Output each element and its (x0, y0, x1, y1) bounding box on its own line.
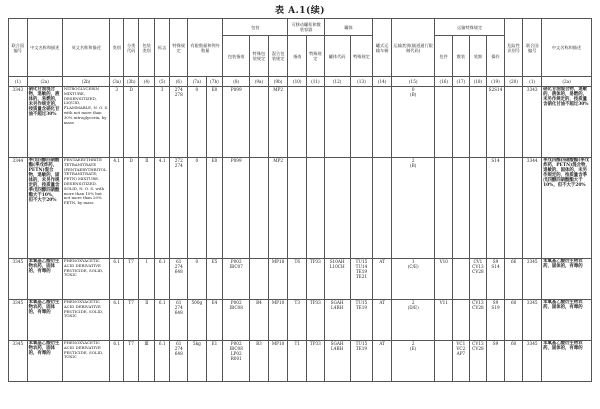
class-code-cell: T7 (123, 341, 139, 382)
un-number-2-cell: 3343 (523, 87, 542, 158)
class-code-cell: D (123, 158, 139, 259)
column-number: (19) (487, 77, 505, 87)
packages-provision-cell: V11 (435, 300, 453, 341)
table-title: 表 A.1(续) (274, 6, 326, 16)
header-tank-code: 罐体代码 (324, 36, 350, 77)
excepted-quantity-cell: E1 (206, 341, 223, 382)
label-cell: 4.1 (154, 158, 170, 259)
column-number: (5) (154, 77, 170, 87)
special-provisions-cell: 61 274 648 (170, 341, 188, 382)
tank-code-cell: S10AH L10CH (324, 259, 350, 300)
tank-special-cell: TP33 (307, 300, 325, 341)
tank-special-2-cell (350, 158, 373, 259)
column-number: (8) (223, 77, 250, 87)
limited-quantity-cell: 500g (188, 300, 207, 341)
bulk-provision-cell (453, 158, 470, 259)
hazard-id-cell: 60 (504, 341, 523, 382)
en-name-cell: PHENOXYACETIC ACID DERIVATIVE PESTICIDE, SOLID, TOXIC (62, 259, 110, 300)
un-number-cell: 3345 (9, 259, 28, 300)
cn-name-cell: 苯氧基乙酸衍生物农药，固体的，有毒的 (27, 300, 62, 341)
class-code-cell: T7 (123, 300, 139, 341)
tank-instruction-cell (288, 158, 307, 259)
column-number: (4) (139, 77, 155, 87)
special-packing-cell (250, 158, 269, 259)
column-number: (6) (170, 77, 188, 87)
hazard-id-cell (504, 87, 523, 158)
column-number: (20) (504, 77, 523, 87)
packing-instruction-cell: P002 IBC08 (223, 300, 250, 341)
header-special-provisions: 特殊规定 (170, 19, 188, 77)
packing-instruction-cell: P002 IBC07 (223, 259, 250, 300)
column-number: (14) (373, 77, 392, 87)
loading-provision-cell (469, 87, 487, 158)
transport-category-cell: 0 (B) (391, 87, 434, 158)
tank-special-cell (307, 158, 325, 259)
column-number: (2a) (542, 77, 592, 87)
packing-group-cell: Ⅱ (139, 300, 155, 341)
tank-code-cell (324, 87, 350, 158)
transport-category-cell: 2 (B) (391, 158, 434, 259)
tank-code-cell (324, 158, 350, 259)
bulk-provision-cell (453, 300, 470, 341)
tank-special-2-cell: TU15 TE19 (350, 300, 373, 341)
un-number-2-cell: 3345 (523, 341, 542, 382)
vehicle-cell: AT (373, 259, 392, 300)
special-packing-cell (250, 259, 269, 300)
header-packing-instruction: 包装指南 (223, 36, 250, 77)
column-number: (3b) (123, 77, 139, 87)
limited-quantity-cell: 0 (188, 259, 207, 300)
un-number-cell: 3343 (9, 87, 28, 158)
header-cn-name: 中文名称和描述 (27, 19, 62, 77)
cn-name-2-cell: 苯氧基乙酸衍生物农药，固体的，有毒的 (542, 300, 592, 341)
header-bulk: 散装 (453, 36, 470, 77)
cn-name-2-cell: 苯氧基乙酸衍生物农药，固体的，有毒的 (542, 259, 592, 300)
un-number-cell: 3345 (9, 341, 28, 382)
column-number: (2b) (62, 77, 110, 87)
cn-name-2-cell: 苯氧基乙酸衍生物农药，固体的，有毒的 (542, 341, 592, 382)
column-number: (16) (435, 77, 453, 87)
header-special-provisions-transport: 运输特殊规定 (435, 19, 504, 36)
packing-group-cell: Ⅱ (139, 158, 155, 259)
class-cell: 4.1 (110, 158, 123, 259)
packing-instruction-cell: P099 (223, 158, 250, 259)
packing-group-cell: Ⅰ (139, 259, 155, 300)
dangerous-goods-table (8, 18, 592, 382)
special-packing-cell (250, 87, 269, 158)
class-code-cell: T7 (123, 259, 139, 300)
tank-code-cell: SGAH L4BH (324, 300, 350, 341)
packing-instruction-cell: P099 (223, 87, 250, 158)
column-number: (10) (288, 77, 307, 87)
special-provisions-cell: 61 274 648 (170, 259, 188, 300)
en-name-cell: PENTAERYTHRITE TETRANITRATE (PENTAERYTHRITOL TETRANITRATE; PETN) MIXTURE, DESENSITIZED, SOLID, N. O. S. with more than 10% but not more than 20% PETN, by mass (62, 158, 110, 259)
cn-name-2-cell: 硝化甘油混合物，退敏的，液体的，易燃的，未另作规定的，按质量含硝化甘油不超过30% (542, 87, 592, 158)
un-number-2-cell: 3345 (523, 259, 542, 300)
header-limited-excepted: 有限数量和例外数量 (188, 19, 223, 77)
transport-category-cell: 1 (C/E) (391, 259, 434, 300)
class-cell: 6.1 (110, 341, 123, 382)
vehicle-cell: AT (373, 300, 392, 341)
column-number: (9a) (250, 77, 269, 87)
mixed-packing-cell: MP2 (268, 158, 288, 259)
column-number: (2a) (27, 77, 62, 87)
header-class: 类别 (110, 19, 123, 77)
label-cell: 6.1 (154, 259, 170, 300)
tank-special-2-cell (350, 87, 373, 158)
header-tank-instruction: 指南 (288, 36, 307, 77)
cn-name-cell: 硝化甘油混合物，退敏的，液体的，易燃的，未另作规定的，按质量含硝化甘油不超过30% (27, 87, 62, 158)
cn-name-2-cell: 季戊四醇四硝酸酯(季戊炸药，PETN)混合物，退敏的，固体的，未另作规定的，按质量含季戊四醇四硝酸酯大于10%，但不大于20% (542, 158, 592, 259)
operation-provision-cell: S9 S14 (487, 259, 505, 300)
column-number: (13) (350, 77, 373, 87)
cn-name-cell: 季戊四醇四硝酸酯(季戊炸药，PETN)混合物，退敏的，固体的，未另作规定的，按质量含季戊四醇四硝酸酯大于10%，但不大于20% (27, 158, 62, 259)
header-packages: 包件 (435, 36, 453, 77)
header-operation: 操作 (487, 36, 505, 77)
bulk-provision-cell: VC1 VC2 AP7 (453, 341, 470, 382)
limited-quantity-cell: 0 (188, 158, 207, 259)
table-row (9, 259, 592, 300)
table-row (9, 341, 592, 382)
tank-special-cell (307, 87, 325, 158)
mixed-packing-cell: MP10 (268, 300, 288, 341)
class-code-cell: D (123, 87, 139, 158)
en-name-cell: NITROGLYCERIN MIXTURE, DESENSITIZED, LIQUID, FLAMMABLE, N. O. S. with not more than 30% nitroglycerin, by mass (62, 87, 110, 158)
header-hazard-id: 危险性识别号 (504, 19, 523, 77)
bulk-provision-cell (453, 87, 470, 158)
un-number-cell: 3344 (9, 158, 28, 259)
cn-name-cell: 苯氧基乙酸衍生物农药，固体的，有毒的 (27, 259, 62, 300)
packing-instruction-cell: P002 IBC08 LP02 R001 (223, 341, 250, 382)
transport-category-cell: 2 (E) (391, 341, 434, 382)
column-number: (17) (453, 77, 470, 87)
tank-special-cell: TP33 (307, 341, 325, 382)
excepted-quantity-cell: E0 (206, 87, 223, 158)
operation-provision-cell: S14 (487, 158, 505, 259)
special-packing-cell: B4 (250, 300, 269, 341)
limited-quantity-cell: 0 (188, 87, 207, 158)
header-portable-tank: 可移动罐柜和散装容器 (288, 19, 324, 36)
label-cell: 6.1 (154, 300, 170, 341)
tank-instruction-cell (288, 87, 307, 158)
packing-group-cell (139, 87, 155, 158)
mixed-packing-cell: MP18 (268, 259, 288, 300)
label-cell: 6.1 (154, 341, 170, 382)
packages-provision-cell (435, 158, 453, 259)
operation-provision-cell: S2S14 (487, 87, 505, 158)
header-tank-special-2: 特殊规定 (350, 36, 373, 77)
transport-category-cell: 2 (D/E) (391, 300, 434, 341)
operation-provision-cell: S9 S19 (487, 300, 505, 341)
vehicle-cell: AT (373, 341, 392, 382)
vehicle-cell (373, 87, 392, 158)
packages-provision-cell (435, 341, 453, 382)
class-cell: 6.1 (110, 259, 123, 300)
un-number-2-cell: 3345 (523, 300, 542, 341)
tank-instruction-cell: T1 (288, 341, 307, 382)
packages-provision-cell (435, 87, 453, 158)
column-number: (9b) (268, 77, 288, 87)
column-number: (1) (523, 77, 542, 87)
hazard-id-cell: 66 (504, 259, 523, 300)
column-number: (3a) (110, 77, 123, 87)
packing-group-cell: Ⅲ (139, 341, 155, 382)
header-class-code: 分类代码 (123, 19, 139, 77)
header-tank-special: 特殊规定 (307, 36, 325, 77)
loading-provision-cell: CV1 CV13 CV28 (469, 259, 487, 300)
header-cn-name-2: 中文名称和描述 (542, 19, 592, 77)
column-number: (12) (324, 77, 350, 87)
header-tank: 罐体 (324, 19, 373, 36)
table-body (9, 87, 592, 382)
header-loading: 装卸 (469, 36, 487, 77)
loading-provision-cell: CV13 CV28 (469, 300, 487, 341)
packages-provision-cell: V10 (435, 259, 453, 300)
tank-instruction-cell: T3 (288, 300, 307, 341)
limited-quantity-cell: 5kg (188, 341, 207, 382)
vehicle-cell (373, 158, 392, 259)
header-en-name: 英文名称和描述 (62, 19, 110, 77)
header-mixed-packing: 混合包装规定 (268, 36, 288, 77)
column-number: (18) (469, 77, 487, 87)
header-transport-category: 运输类别(隧道通行限制代码) (391, 19, 434, 77)
header-special-packing: 特殊包装规定 (250, 36, 269, 77)
hazard-id-cell: 60 (504, 300, 523, 341)
un-number-2-cell: 3344 (523, 158, 542, 259)
special-provisions-cell: 272 274 (170, 158, 188, 259)
column-number: (7a) (188, 77, 207, 87)
tank-code-cell: SGAH L4BH (324, 341, 350, 382)
table-row (9, 300, 592, 341)
class-cell: 3 (110, 87, 123, 158)
tank-instruction-cell: T6 (288, 259, 307, 300)
label-cell: 3 (154, 87, 170, 158)
operation-provision-cell: S9 (487, 341, 505, 382)
tank-special-2-cell: TU15 TU14 TE19 TE21 (350, 259, 373, 300)
bulk-provision-cell (453, 259, 470, 300)
special-packing-cell: B3 (250, 341, 269, 382)
special-provisions-cell: 274 278 (170, 87, 188, 158)
un-number-cell: 3345 (9, 300, 28, 341)
header-un-no: 联合国编号 (9, 19, 28, 77)
mixed-packing-cell: MP2 (268, 87, 288, 158)
table-row (9, 87, 592, 158)
mixed-packing-cell: MP10 (268, 341, 288, 382)
header-packing-group: 包装类别 (139, 19, 155, 77)
hazard-id-cell (504, 158, 523, 259)
tank-special-2-cell: TU15 TE19 (350, 341, 373, 382)
cn-name-cell: 苯氧基乙酸衍生物农药，固体的，有毒的 (27, 341, 62, 382)
tank-special-cell: TP33 (307, 259, 325, 300)
en-name-cell: PHENOXYACETIC ACID DERIVATIVE PESTICIDE, SOLID, TOXIC (62, 300, 110, 341)
en-name-cell: PHENOXYACETIC ACID DERIVATIVE PESTICIDE, SOLID, TOXIC (62, 341, 110, 382)
column-number: (15) (391, 77, 434, 87)
class-cell: 6.1 (110, 300, 123, 341)
column-number: (7b) (206, 77, 223, 87)
column-number-row (9, 77, 592, 87)
column-number: (1) (9, 77, 28, 87)
header-labels: 标志 (154, 19, 170, 77)
header-vehicle: 罐式运输车辆 (373, 19, 392, 77)
loading-provision-cell: CV13 CV28 (469, 341, 487, 382)
special-provisions-cell: 61 274 648 (170, 300, 188, 341)
excepted-quantity-cell: E0 (206, 158, 223, 259)
column-number: (11) (307, 77, 325, 87)
loading-provision-cell (469, 158, 487, 259)
table-row (9, 158, 592, 259)
header-un-no-2: 联合国编号 (523, 19, 542, 77)
excepted-quantity-cell: E5 (206, 259, 223, 300)
excepted-quantity-cell: E4 (206, 300, 223, 341)
header-packaging: 包装 (223, 19, 288, 36)
